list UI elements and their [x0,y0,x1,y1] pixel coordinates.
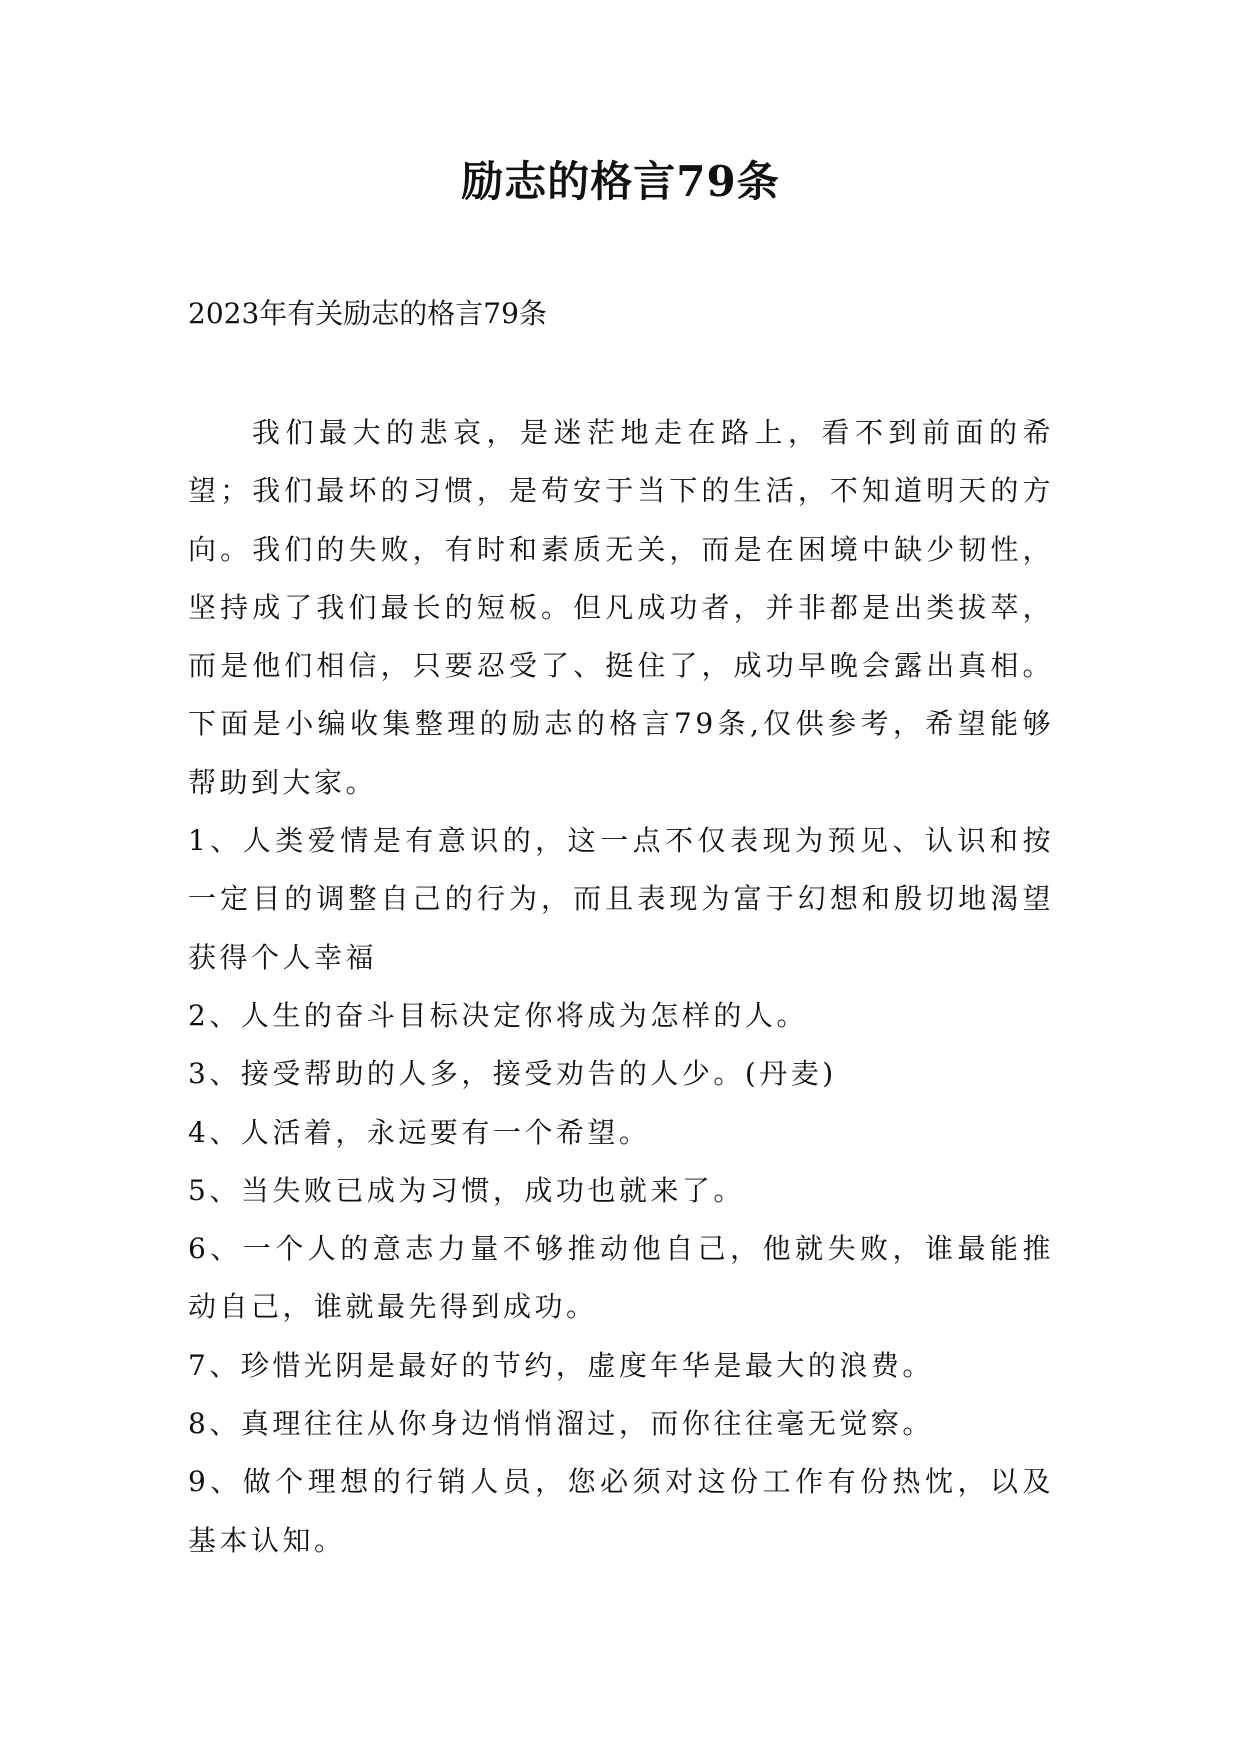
list-item: 9、做个理想的行销人员，您必须对这份工作有份热忱，以及基本认知。 [188,1465,1054,1557]
list-item: 4、人活着，永远要有一个希望。 [188,1115,651,1149]
list-item: 2、人生的奋斗目标决定你将成为怎样的人。 [188,998,808,1032]
list-item: 1、人类爱情是有意识的，这一点不仅表现为预见、认识和按一定目的调整自己的行为，而且表现为富于幻想和殷切地渴望获得个人幸福 [188,824,1054,974]
document-body [188,404,1054,1570]
intro-paragraph: 我们最大的悲哀，是迷茫地走在路上，看不到前面的希望；我们最坏的习惯，是苟安于当下的生活，不知道明天的方向。我们的失败，有时和素质无关，而是在困境中缺少韧性，坚持成了我们最长的短板。但凡成功者，并非都是出类拔萃，而是他们相信，只要忍受了、挺住了，成功早晚会露出真相。下面是小编收集整理的励志的格言79条,仅供参考，希望能够帮助到大家。 [188,416,1054,799]
document-title: 励志的格言79条 [461,157,780,206]
document-subtitle: 2023年有关励志的格言79条 [188,297,547,330]
list-item: 3、接受帮助的人多，接受劝告的人少。(丹麦) [188,1057,837,1091]
list-item: 8、真理往往从你身边悄悄溜过，而你往往毫无觉察。 [188,1407,934,1441]
list-item: 6、一个人的意志力量不够推动他自己，他就失败，谁最能推动自己，谁就最先得到成功。 [188,1232,1054,1324]
list-item: 7、珍惜光阴是最好的节约，虚度年华是最大的浪费。 [188,1348,934,1382]
list-item: 5、当失败已成为习惯，成功也就来了。 [188,1173,745,1207]
